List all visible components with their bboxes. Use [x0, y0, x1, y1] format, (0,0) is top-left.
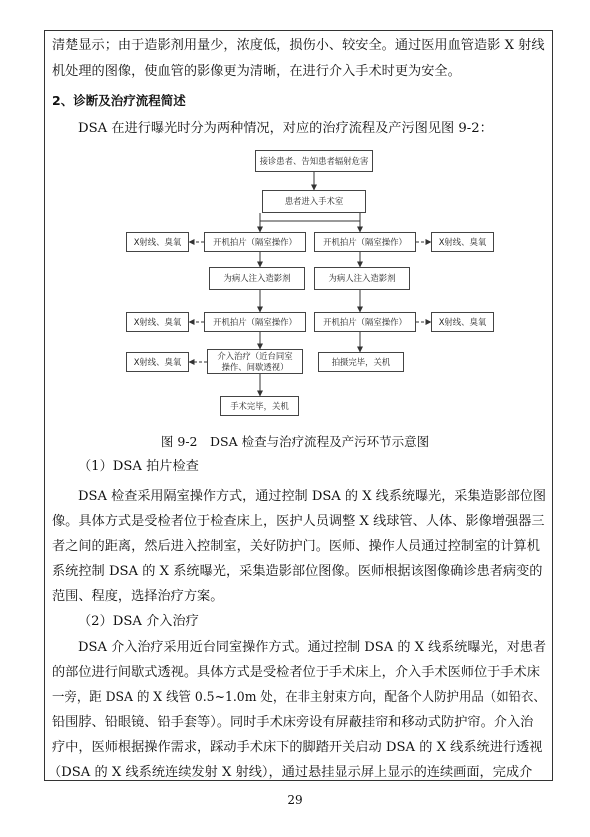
- body-line: 一旁，距 DSA 的 X 线管 0.5~1.0m 处，在非主射束方向，配备个人防护用品（如铅衣、: [52, 690, 546, 705]
- body-line: DSA 介入治疗采用近台同室操作方式。通过控制 DSA 的 X 线系统曝光，对患者: [78, 640, 547, 655]
- pollutant-box: X射线、臭氧: [431, 232, 494, 252]
- flow-step-admit: 接诊患者、告知患者辐射危害: [255, 150, 373, 172]
- body-line: 机处理的图像，使血管的影像更为清晰，在进行介入手术时更为安全。: [52, 64, 461, 79]
- page-number: 29: [287, 793, 303, 807]
- figure-caption: 图 9-2 DSA 检查与治疗流程及产污环节示意图: [160, 434, 430, 449]
- body-line: 的部位进行间歇式透视。具体方式是受检者位于手术床上，介入手术医师位于手术床: [52, 665, 540, 680]
- pollutant-box: X射线、臭氧: [126, 352, 189, 372]
- intervention-label-line2: 操作、间歇透视）: [221, 361, 289, 372]
- pollutant-box: X射线、臭氧: [126, 312, 189, 332]
- flow-step-expose-right-2: 开机拍片（隔室操作）: [314, 312, 416, 332]
- flow-step-enter-room: 患者进入手术室: [262, 190, 366, 213]
- flow-step-surgery-finish: 手术完毕，关机: [220, 396, 299, 416]
- body-line: 清楚显示；由于造影剂用量少，浓度低，损伤小、较安全。通过医用血管造影 X 射线: [52, 38, 545, 53]
- intervention-label-line1: 介入治疗（近台同室: [217, 350, 293, 361]
- pollutant-box: X射线、臭氧: [431, 312, 494, 332]
- pollutant-box: X射线、臭氧: [126, 232, 189, 252]
- subsection-heading: （1）DSA 拍片检查: [78, 459, 199, 474]
- body-line: 铅围脖、铅眼镜、铅手套等）。同时手术床旁设有屏蔽挂帘和移动式防护帘。介入治: [52, 715, 534, 730]
- subsection-heading: （2）DSA 介入治疗: [78, 614, 199, 629]
- body-line: DSA 检查采用隔室操作方式，通过控制 DSA 的 X 线系统曝光，采集造影部位图: [78, 489, 547, 504]
- body-line: 范围、程度，选择治疗方案。: [52, 589, 224, 604]
- flow-step-inject-left: 为病人注入造影剂: [209, 267, 305, 290]
- section-intro: DSA 在进行曝光时分为两种情况，对应的治疗流程及产污图见图 9-2：: [78, 121, 493, 136]
- body-line: （DSA 的 X 线系统连续发射 X 射线），通过悬挂显示屏上显示的连续画面，完成介: [48, 765, 533, 780]
- flow-step-intervention: [207, 349, 303, 374]
- body-line: 像。具体方式是受检者位于检查床上，医护人员调整 X 线球管、人体、影像增强器三: [52, 514, 545, 529]
- flow-step-inject-right: 为病人注入造影剂: [314, 267, 410, 290]
- flow-step-expose-left-1: 开机拍片（隔室操作）: [204, 232, 306, 252]
- body-line: 疗中，医师根据操作需求，踩动手术床下的脚踏开关启动 DSA 的 X 线系统进行透视: [52, 740, 543, 755]
- flow-step-expose-right-1: 开机拍片（隔室操作）: [314, 232, 416, 252]
- section-heading: 2、诊断及治疗流程简述: [52, 93, 186, 108]
- body-line: 者之间的距离，然后进入控制室，关好防护门。医师、操作人员通过控制室的计算机: [52, 539, 540, 554]
- body-line: 系统控制 DSA 的 X 系统曝光，采集造影部位图像。医师根据该图像确诊患者病变的: [52, 564, 543, 579]
- flow-step-shoot-finish: 拍摄完毕，关机: [318, 352, 404, 372]
- flow-step-expose-left-2: 开机拍片（隔室操作）: [204, 312, 306, 332]
